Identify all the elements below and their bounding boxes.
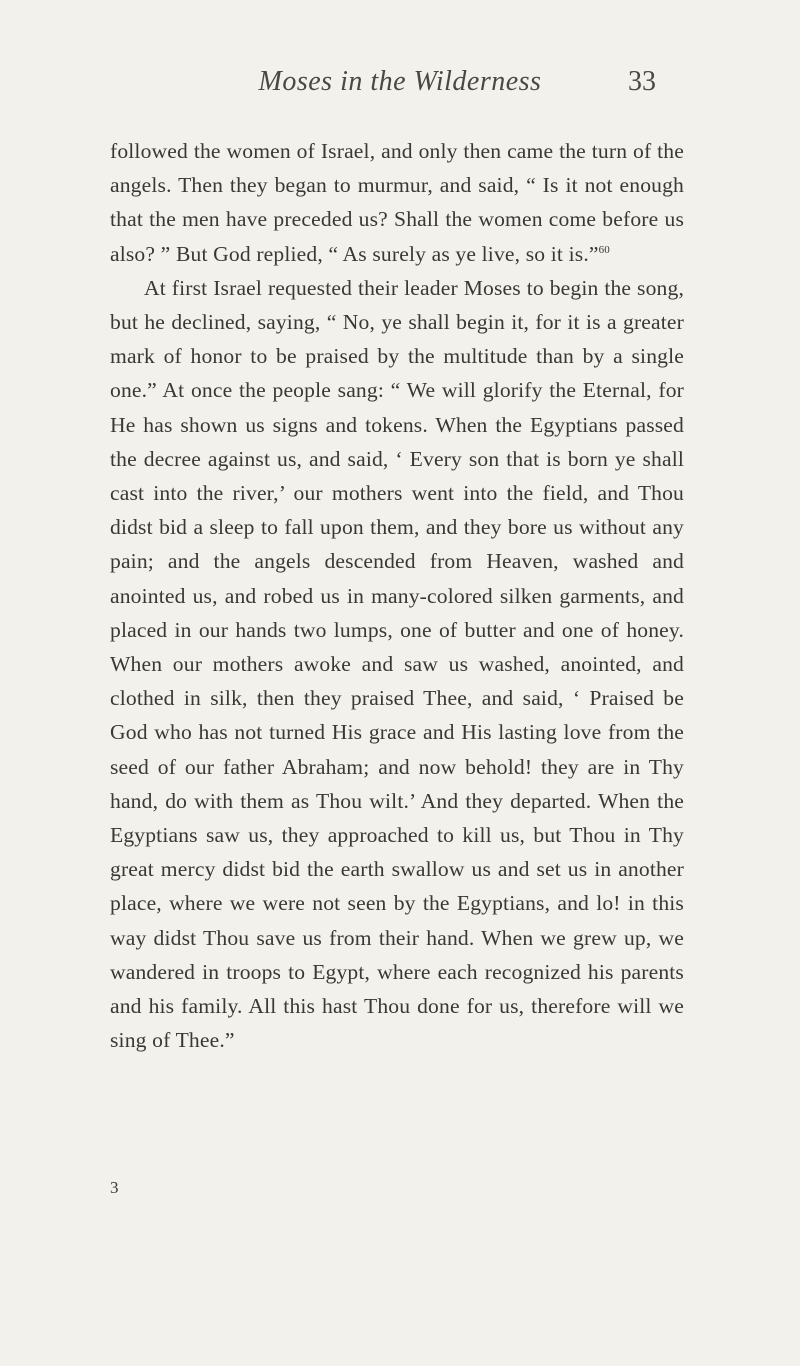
paragraph bbox=[110, 271, 684, 1058]
footnote-reference: 60 bbox=[598, 243, 610, 256]
paragraph-text: followed the women of Israel, and only then came the turn of the angels. Then they began to murmur, and said, “ Is it not enough that the men have preceded us? Shall the women come before us also? ” But God replied, “ As surely as ye live, so it is.” bbox=[110, 139, 684, 266]
paragraph-text: At first Israel requested their leader Moses to begin the song, but he declined, saying, “ No, ye shall begin it, for it is a greater mark of honor to be praised by the multitude than by a single one.” At once the people sang: “ We will glorify the Eternal, for He has shown us signs and tokens. When the Egyptians passed the decree against us, and said, ‘ Every son that is born ye shall cast into the river,’ our mothers went into the field, and Thou didst bid a sleep to fall upon them, and they bore us without any pain; and the angels descended from Heaven, washed and anointed us, and robed us in many-colored silken garments, and placed in our hands two lumps, one of butter and one of honey. When our mothers awoke and saw us washed, anointed, and clothed in silk, then they praised Thee, and said, ‘ Praised be God who has not turned His grace and His lasting love from the seed of our father Abraham; and now behold! they are in Thy hand, do with them as Thou wilt.’ And they departed. When the Egyptians saw us, they approached to kill us, but Thou in Thy great mercy didst bid the earth swallow us and set us in another place, where we were not seen by the Egyptians, and lo! in this way didst Thou save us from their hand. When we grew up, we wandered in troops to Egypt, where each recognized his parents and his family. All this hast Thou done for us, therefore will we sing of Thee.” bbox=[110, 275, 684, 1053]
page-header bbox=[0, 66, 800, 106]
page-number: 33 bbox=[628, 66, 656, 97]
paragraph bbox=[110, 134, 684, 271]
running-title: Moses in the Wilderness bbox=[258, 66, 542, 97]
body-text bbox=[110, 134, 684, 1057]
signature-mark: 3 bbox=[110, 1178, 119, 1197]
